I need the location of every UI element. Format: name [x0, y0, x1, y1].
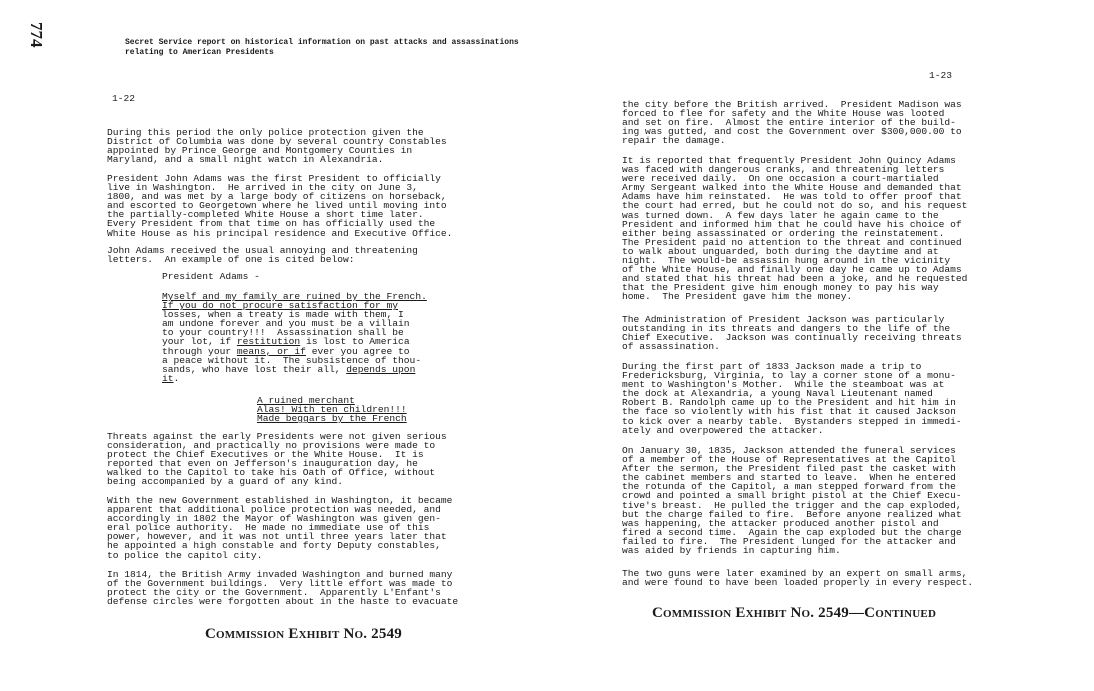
text-line: ately and overpowered the attacker.: [622, 424, 824, 436]
text-line: District of Columbia was done by several country Constables: [107, 136, 447, 148]
text-line: home. The President gave him the money.: [622, 291, 853, 303]
text-line: walked to the Capitol to take his Oath of Office, without: [107, 467, 436, 479]
right-paragraph: [622, 446, 962, 555]
right-page-number: 1-23: [929, 70, 953, 81]
letter-line: Myself and my family are ruined by the French.: [162, 291, 427, 302]
text-line: On January 30, 1835, Jackson attended the funeral services: [622, 445, 956, 456]
header-line: Secret Service report on historical information on past attacks and assassinations: [125, 38, 519, 47]
exhibit-caption-right: Commission Exhibit No. 2549—Continued: [652, 605, 937, 621]
text-line: Fredericksburg, Virginia, to lay a corner stone of a monu-: [622, 370, 956, 382]
text-line: tive's breast. He pulled the trigger and the cap exploded,: [622, 499, 962, 511]
text-line: was aided by friends in capturing him.: [622, 545, 841, 557]
text-line: and set on fire. Almost the entire interior of the build-: [622, 117, 956, 129]
text-line: protect the city or the Government. Apparently L'Enfant's: [107, 587, 441, 599]
text-line: that the President give him enough money to pay his way: [622, 282, 939, 294]
text-line: being accompanied by a guard of any kind.: [107, 476, 344, 488]
text-line: With the new Government established in Washington, it became: [107, 495, 453, 506]
left-paragraph: [107, 496, 452, 560]
text-line: the partially-completed White House a short time later.: [107, 209, 424, 221]
letter-line: a peace without it. The subsistence of thou-: [162, 354, 422, 366]
text-line: The two guns were later examined by an expert on small arms,: [622, 568, 968, 579]
text-line: was happening, the attacker produced another pistol and: [622, 517, 939, 529]
text-line: White House as his principal residence and Executive Office.: [107, 227, 453, 239]
text-line: In 1814, the British Army invaded Washington and burned many: [107, 569, 453, 580]
text-line: the court had erred, but he could not do so, and his request: [622, 200, 968, 212]
text-line: It is reported that frequently President John Quincy Adams: [622, 155, 956, 166]
text-line: power, however, and it was not until three years later that: [107, 531, 447, 543]
text-line: eral police authority. He made no immediate use of this: [107, 522, 430, 534]
exhibit-caption-left: Commission Exhibit No. 2549: [205, 626, 402, 642]
text-line: the dock at Alexandria, a young Naval Lieutenant named: [622, 388, 933, 400]
text-line: but the charge failed to fire. Before anyone realized what: [622, 508, 962, 520]
text-line: defense circles were forgotten about in the haste to evacuate: [107, 596, 459, 608]
text-line: During the first part of 1833 Jackson made a trip to: [622, 361, 922, 372]
text-line: appointed by Prince George and Montgomery Counties in: [107, 145, 413, 157]
text-line: The President paid no attention to the threat and continued: [622, 236, 962, 248]
threat-letter: [162, 292, 427, 383]
text-line: Maryland, and a small night watch in Alexandria.: [107, 154, 384, 166]
text-line: of the Government buildings. Very little effort was made to: [107, 578, 453, 590]
letter-line: losses, when a treaty is made with them, I: [162, 309, 404, 321]
header-line: relating to American Presidents: [125, 47, 274, 57]
right-paragraph: [622, 569, 973, 587]
text-line: After the sermon, the President filed past the casket with: [622, 463, 956, 475]
text-line: During this period the only police protection given the: [107, 127, 424, 138]
text-line: he appointed a high constable and forty Deputy constables,: [107, 540, 441, 552]
text-line: and were found to have been loaded properly in every respect.: [622, 577, 974, 589]
letter-line: If you do not procure satisfaction for my: [162, 300, 399, 312]
text-line: of the White House, and finally one day he came up to Adams: [622, 264, 962, 276]
text-line: Every President from that time on has officially used the: [107, 218, 436, 230]
text-line: The Administration of President Jackson was particularly: [622, 314, 945, 325]
text-line: Robert B. Randolph came up to the President and hit him in: [622, 397, 956, 409]
text-line: was faced with dangerous cranks, and threatening letters: [622, 164, 945, 176]
text-line: A ruined merchant: [257, 395, 355, 406]
text-line: was turned down. A few days later he again came to the: [622, 209, 939, 221]
text-line: letters. An example of one is cited below:: [107, 254, 355, 266]
letter-line: it.: [162, 372, 180, 384]
text-line: the cabinet members and started to leave. When he entered: [622, 472, 956, 484]
right-paragraph: [622, 362, 962, 435]
left-paragraph: [107, 432, 447, 487]
text-line: reported that even on Jefferson's inauguration day, he: [107, 458, 418, 470]
text-line: Chief Executive. Jackson was continually receiving threats: [622, 332, 962, 344]
text-line: apparent that additional police protection was needed, and: [107, 504, 441, 516]
letter-line: to your country!!! Assassination shall be: [162, 327, 404, 339]
text-line: ment to Washington's Mother. While the steamboat was at: [622, 379, 945, 391]
text-line: fired a second time. Again the cap exploded but the charge: [622, 526, 962, 538]
left-paragraph: [107, 570, 458, 606]
page-stamp-number: 774: [27, 22, 46, 48]
text-line: failed to fire. The President lunged for the attacker and: [622, 535, 956, 547]
document-header: [125, 38, 519, 57]
text-line: outstanding in its threats and dangers to the life of the: [622, 323, 951, 335]
text-line: and stated that his threat had been a joke, and he requested: [622, 273, 968, 285]
text-line: President John Adams was the first President to officially: [107, 173, 441, 184]
text-line: crowd and pointed a small bright pistol at the Chief Execu-: [622, 490, 962, 502]
left-page-number: 1-22: [112, 93, 136, 104]
left-paragraph: [107, 246, 418, 264]
text-line: President and informed him that he could have his choice of: [622, 218, 962, 230]
text-line: Alas! With ten children!!!: [257, 404, 407, 416]
text-line: night. The would-be assassin hung around in the vicinity: [622, 255, 951, 267]
letter-line: through your means, or if ever you agree to: [162, 345, 410, 357]
text-line: the rotunda of the Capitol, a man stepped forward from the: [622, 481, 956, 493]
text-line: Threats against the early Presidents were not given serious: [107, 431, 447, 442]
left-paragraph: [107, 174, 452, 238]
text-line: accordingly in 1802 the Mayor of Washington was given gen-: [107, 513, 441, 525]
text-line: live in Washington. He arrived in the city on June 3,: [107, 182, 418, 194]
text-line: were received daily. On one occasion a court-martialed: [622, 173, 939, 185]
text-line: 1800, and was met by a large body of citizens on horseback,: [107, 191, 447, 203]
text-line: Adams have him reinstated. He was told to offer proof that: [622, 191, 962, 203]
left-paragraph: [107, 128, 447, 164]
text-line: ing was gutted, and cost the Government over $300,000.00 to: [622, 126, 962, 138]
right-paragraph: [622, 315, 962, 351]
right-paragraph: [622, 156, 967, 302]
text-line: forced to flee for safety and the White House was looted: [622, 108, 945, 120]
letter-line: sands, who have lost their all, depends upon: [162, 363, 416, 375]
text-line: of assassination.: [622, 341, 720, 353]
text-line: Army Sergeant walked into the White House and demanded that: [622, 182, 962, 194]
text-line: the city before the British arrived. President Madison was: [622, 99, 962, 110]
letter-signature: [257, 396, 407, 423]
text-line: the face so violently with his fist that it caused Jackson: [622, 406, 956, 418]
text-line: and escorted to Georgetown where he lived until moving into: [107, 200, 447, 212]
text-line: either being assassinated or ordering the reinstatement.: [622, 227, 945, 239]
text-line: to police the capitol city.: [107, 549, 263, 561]
text-line: of a member of the House of Representatives at the Capitol: [622, 454, 956, 466]
letter-line: am undone forever and you must be a villain: [162, 318, 410, 330]
text-line: repair the damage.: [622, 135, 726, 147]
right-paragraph: [622, 100, 962, 145]
text-line: consideration, and practically no provisions were made to: [107, 440, 436, 452]
letter-salutation: President Adams -: [162, 271, 260, 282]
text-line: Made beggars by the French: [257, 413, 407, 425]
text-line: to walk about unguarded, both during the daytime and at: [622, 245, 939, 257]
text-line: John Adams received the usual annoying and threatening: [107, 245, 418, 256]
text-line: protect the Chief Executives or the White House. It is: [107, 449, 424, 461]
text-line: to kick over a nearby table. Bystanders stepped in immedi-: [622, 415, 962, 427]
letter-line: your lot, if restitution is lost to America: [162, 336, 410, 348]
